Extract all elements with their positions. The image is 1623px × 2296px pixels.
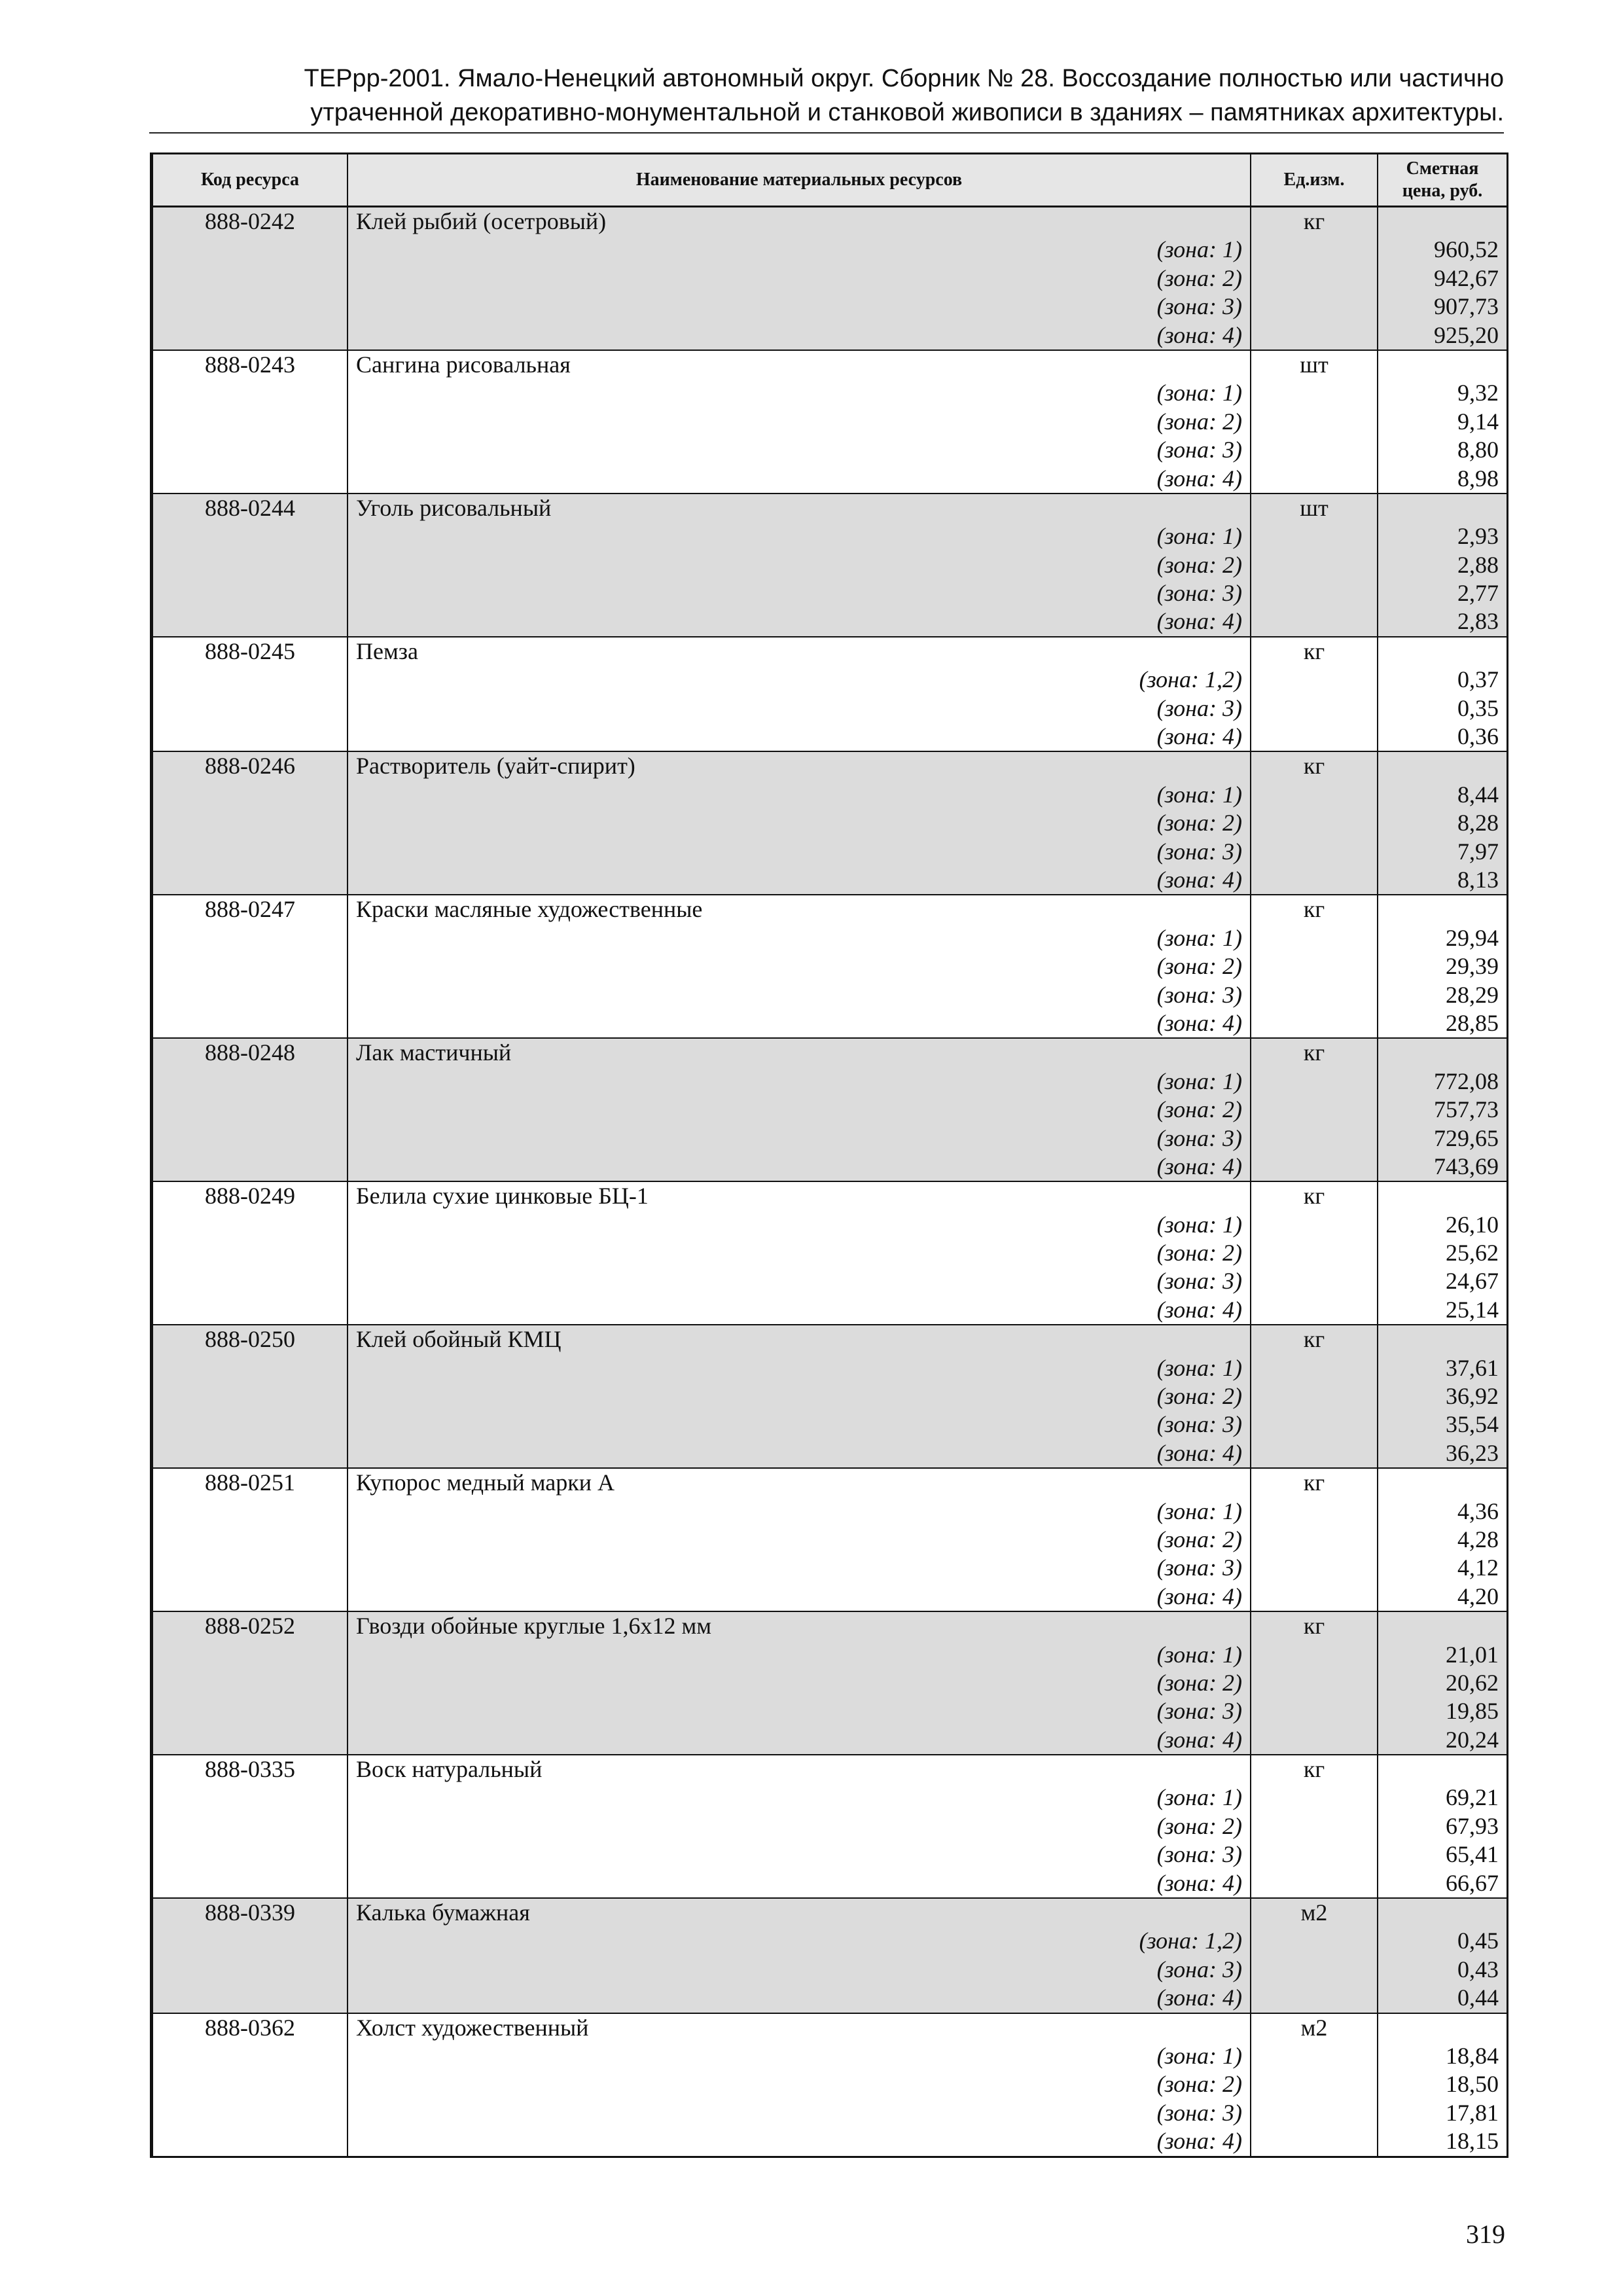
zone-price: 0,37: [1457, 666, 1499, 693]
zone-price: 0,43: [1457, 1956, 1499, 1982]
table-row: [152, 1181, 1507, 1325]
resource-code-cell: [152, 207, 348, 350]
table-row: [152, 207, 1507, 350]
resource-name-cell: [348, 1038, 1251, 1181]
zone-price: 36,23: [1446, 1439, 1499, 1466]
resource-name: Воск натуральный: [356, 1756, 543, 1783]
unit: кг: [1303, 1183, 1325, 1210]
zone-price: 960,52: [1434, 236, 1499, 263]
zone-price: 7,97: [1457, 838, 1499, 865]
zone-price: 0,36: [1457, 723, 1499, 750]
table-row: [152, 1755, 1507, 1898]
price-cell: [1378, 1611, 1507, 1755]
price-spacer: [1386, 1469, 1499, 1497]
table-row: [152, 1038, 1507, 1181]
zone-price: 24,67: [1446, 1268, 1499, 1295]
zone-label: (зона: 3): [1156, 1124, 1242, 1151]
unit: шт: [1300, 351, 1329, 378]
resource-code-cell: [152, 751, 348, 895]
zone-label: (зона: 1,2): [1139, 666, 1242, 693]
resource-code: 888-0243: [205, 351, 295, 378]
price-spacer: [1386, 637, 1499, 666]
resource-code-cell: [152, 895, 348, 1038]
zone-label: (зона: 2): [1156, 953, 1242, 980]
zone-label: (зона: 3): [1156, 1411, 1242, 1438]
resource-code-cell: [152, 1755, 348, 1898]
resource-name-cell: [348, 207, 1251, 350]
unit: кг: [1303, 896, 1325, 923]
zone-label: (зона: 3): [1156, 1841, 1242, 1868]
zone-label: (зона: 1): [1156, 781, 1242, 808]
resource-name-cell: [348, 1898, 1251, 2013]
resource-name: Краски масляные художественные: [356, 896, 703, 923]
unit-cell: [1251, 1898, 1378, 2013]
resource-name: Уголь рисовальный: [356, 494, 552, 521]
resource-code: 888-0242: [205, 208, 295, 234]
table-row: [152, 751, 1507, 895]
zone-label: (зона: 4): [1156, 2128, 1242, 2155]
price-cell: [1378, 1181, 1507, 1325]
price-spacer: [1386, 1325, 1499, 1354]
unit: м2: [1300, 1899, 1328, 1926]
zone-label: (зона: 4): [1156, 1009, 1242, 1036]
resource-name-cell: [348, 2013, 1251, 2156]
price-cell: [1378, 2013, 1507, 2156]
table-body: [152, 207, 1507, 2156]
zone-price: 2,83: [1457, 608, 1499, 635]
resource-name-cell: [348, 1755, 1251, 1898]
resource-code: 888-0248: [205, 1039, 295, 1066]
table-row: [152, 1468, 1507, 1611]
table-row: [152, 350, 1507, 493]
zone-price: 17,81: [1446, 2099, 1499, 2126]
zone-price: 29,94: [1446, 924, 1499, 951]
zone-label: (зона: 4): [1156, 1869, 1242, 1896]
zone-label: (зона: 1): [1156, 380, 1242, 406]
zone-price: 0,44: [1457, 1984, 1499, 2011]
unit-cell: [1251, 1038, 1378, 1181]
zone-label: (зона: 2): [1156, 408, 1242, 435]
column-header-code: Код ресурса: [152, 154, 348, 207]
resource-name-cell: [348, 1468, 1251, 1611]
unit-cell: [1251, 2013, 1378, 2156]
zone-price: 35,54: [1446, 1411, 1499, 1438]
resource-name-cell: [348, 1611, 1251, 1755]
zone-price: 8,28: [1457, 810, 1499, 836]
zone-price: 743,69: [1434, 1153, 1499, 1179]
zone-label: (зона: 4): [1156, 866, 1242, 893]
resource-name-cell: [348, 1181, 1251, 1325]
price-cell: [1378, 493, 1507, 637]
zone-price: 729,65: [1434, 1124, 1499, 1151]
price-cell: [1378, 1755, 1507, 1898]
zone-label: (зона: 3): [1156, 1268, 1242, 1295]
zone-label: (зона: 3): [1156, 2099, 1242, 2126]
resource-code-cell: [152, 493, 348, 637]
zone-label: (зона: 1): [1156, 1067, 1242, 1094]
zone-label: (зона: 1): [1156, 924, 1242, 951]
resource-code-cell: [152, 1611, 348, 1755]
price-spacer: [1386, 494, 1499, 522]
zone-price: 2,77: [1457, 580, 1499, 607]
zone-label: (зона: 4): [1156, 1296, 1242, 1323]
zone-price: 25,14: [1446, 1296, 1499, 1323]
zone-price: 2,88: [1457, 551, 1499, 578]
unit: кг: [1303, 753, 1325, 780]
zone-price: 26,10: [1446, 1211, 1499, 1238]
zone-label: (зона: 1): [1156, 236, 1242, 263]
price-cell: [1378, 350, 1507, 493]
unit: м2: [1300, 2014, 1328, 2041]
unit-cell: [1251, 207, 1378, 350]
resource-code-cell: [152, 1181, 348, 1325]
price-cell: [1378, 1468, 1507, 1611]
zone-price: 8,98: [1457, 465, 1499, 492]
zone-label: (зона: 1,2): [1139, 1928, 1242, 1954]
zone-label: (зона: 2): [1156, 264, 1242, 291]
price-spacer: [1386, 1612, 1499, 1640]
zone-price: 66,67: [1446, 1869, 1499, 1896]
unit-cell: [1251, 1468, 1378, 1611]
price-spacer: [1386, 351, 1499, 379]
zone-price: 2,93: [1457, 523, 1499, 550]
table-row: [152, 493, 1507, 637]
zone-price: 37,61: [1446, 1354, 1499, 1381]
resource-code: 888-0245: [205, 637, 295, 664]
unit: кг: [1303, 1326, 1325, 1353]
price-cell: [1378, 207, 1507, 350]
zone-label: (зона: 2): [1156, 1383, 1242, 1410]
zone-label: (зона: 3): [1156, 1698, 1242, 1725]
zone-price: 4,12: [1457, 1554, 1499, 1581]
zone-price: 4,20: [1457, 1583, 1499, 1609]
zone-price: 907,73: [1434, 293, 1499, 320]
zone-price: 942,67: [1434, 264, 1499, 291]
price-spacer: [1386, 1039, 1499, 1067]
unit-cell: [1251, 493, 1378, 637]
zone-price: 8,80: [1457, 437, 1499, 463]
page-header: [149, 62, 1504, 134]
unit-cell: [1251, 350, 1378, 493]
zone-price: 0,45: [1457, 1928, 1499, 1954]
resource-code-cell: [152, 637, 348, 752]
unit: кг: [1303, 1756, 1325, 1783]
zone-label: (зона: 4): [1156, 1583, 1242, 1609]
resource-code: 888-0244: [205, 494, 295, 521]
zone-label: (зона: 3): [1156, 838, 1242, 865]
table-row: [152, 2013, 1507, 2156]
resource-name: Клей обойный КМЦ: [356, 1326, 562, 1353]
zone-price: 36,92: [1446, 1383, 1499, 1410]
resources-table: [150, 152, 1508, 2158]
resource-name: Холст художественный: [356, 2014, 589, 2041]
unit-cell: [1251, 751, 1378, 895]
resource-name-cell: [348, 350, 1251, 493]
unit-cell: [1251, 1611, 1378, 1755]
zone-price: 18,84: [1446, 2043, 1499, 2069]
zone-price: 18,15: [1446, 2128, 1499, 2155]
unit-cell: [1251, 637, 1378, 752]
zone-price: 4,36: [1457, 1498, 1499, 1524]
unit: кг: [1303, 208, 1325, 234]
resource-name-cell: [348, 637, 1251, 752]
table-row: [152, 895, 1507, 1038]
zone-price: 9,14: [1457, 408, 1499, 435]
header-line-2: утраченной декоративно-монументальной и станковой живописи в зданиях – памятниках архитектуры.: [310, 99, 1504, 126]
zone-label: (зона: 2): [1156, 1526, 1242, 1552]
zone-price: 69,21: [1446, 1784, 1499, 1811]
resource-code-cell: [152, 1325, 348, 1468]
zone-price: 20,62: [1446, 1669, 1499, 1696]
table-header-row: [152, 154, 1507, 207]
zone-label: (зона: 4): [1156, 608, 1242, 635]
resource-code: 888-0251: [205, 1469, 295, 1496]
unit-cell: [1251, 895, 1378, 1038]
unit-cell: [1251, 1325, 1378, 1468]
header-line-1: ТЕРрр-2001. Ямало-Ненецкий автономный округ. Сборник № 28. Воссоздание полностью или частично: [304, 65, 1504, 92]
zone-label: (зона: 4): [1156, 1439, 1242, 1466]
table-row: [152, 1325, 1507, 1468]
column-header-name: Наименование материальных ресурсов: [348, 154, 1251, 207]
resource-name: Клей рыбий (осетровый): [356, 208, 607, 234]
zone-price: 4,28: [1457, 1526, 1499, 1552]
resource-name: Сангина рисовальная: [356, 351, 571, 378]
price-spacer: [1386, 895, 1499, 924]
unit-cell: [1251, 1755, 1378, 1898]
zone-price: 21,01: [1446, 1641, 1499, 1668]
zone-price: 18,50: [1446, 2071, 1499, 2098]
table-row: [152, 1611, 1507, 1755]
price-spacer: [1386, 2014, 1499, 2042]
price-cell: [1378, 1325, 1507, 1468]
zone-price: 8,44: [1457, 781, 1499, 808]
column-header-unit: Ед.изм.: [1251, 154, 1378, 207]
price-cell: [1378, 1898, 1507, 2013]
zone-label: (зона: 2): [1156, 1669, 1242, 1696]
zone-label: (зона: 4): [1156, 1726, 1242, 1753]
price-cell: [1378, 637, 1507, 752]
zone-label: (зона: 1): [1156, 1211, 1242, 1238]
price-spacer: [1386, 207, 1499, 236]
price-spacer: [1386, 1755, 1499, 1784]
resource-code: 888-0339: [205, 1899, 295, 1926]
zone-label: (зона: 3): [1156, 293, 1242, 320]
zone-label: (зона: 2): [1156, 1240, 1242, 1266]
price-spacer: [1386, 1899, 1499, 1927]
resource-code: 888-0252: [205, 1613, 295, 1640]
zone-price: 925,20: [1434, 321, 1499, 348]
resource-name-cell: [348, 1325, 1251, 1468]
resource-name: Пемза: [356, 637, 418, 664]
zone-label: (зона: 3): [1156, 694, 1242, 721]
zone-price: 25,62: [1446, 1240, 1499, 1266]
unit: кг: [1303, 637, 1325, 664]
resource-name-cell: [348, 493, 1251, 637]
resource-code-cell: [152, 350, 348, 493]
zone-price: 67,93: [1446, 1812, 1499, 1839]
zone-price: 8,13: [1457, 866, 1499, 893]
zone-label: (зона: 1): [1156, 1498, 1242, 1524]
zone-label: (зона: 2): [1156, 810, 1242, 836]
zone-label: (зона: 2): [1156, 551, 1242, 578]
zone-label: (зона: 4): [1156, 1153, 1242, 1179]
zone-price: 28,85: [1446, 1009, 1499, 1036]
zone-label: (зона: 4): [1156, 321, 1242, 348]
resource-code: 888-0250: [205, 1326, 295, 1353]
resource-name: Гвозди обойные круглые 1,6х12 мм: [356, 1613, 712, 1640]
resource-name: Купорос медный марки А: [356, 1469, 615, 1496]
resource-code-cell: [152, 2013, 348, 2156]
zone-label: (зона: 2): [1156, 1096, 1242, 1123]
zone-label: (зона: 1): [1156, 1641, 1242, 1668]
resource-code: 888-0247: [205, 896, 295, 923]
zone-label: (зона: 3): [1156, 981, 1242, 1008]
zone-label: (зона: 4): [1156, 1984, 1242, 2011]
zone-price: 19,85: [1446, 1698, 1499, 1725]
resource-name: Лак мастичный: [356, 1039, 512, 1066]
zone-label: (зона: 3): [1156, 580, 1242, 607]
unit: кг: [1303, 1613, 1325, 1640]
unit: шт: [1300, 494, 1329, 521]
resource-name: Растворитель (уайт-спирит): [356, 753, 635, 780]
zone-label: (зона: 3): [1156, 437, 1242, 463]
zone-label: (зона: 3): [1156, 1956, 1242, 1982]
resource-name: Белила сухие цинковые БЦ-1: [356, 1183, 649, 1210]
unit: кг: [1303, 1039, 1325, 1066]
zone-price: 772,08: [1434, 1067, 1499, 1094]
page-number: 319: [1466, 2219, 1505, 2249]
zone-label: (зона: 2): [1156, 2071, 1242, 2098]
zone-price: 28,29: [1446, 981, 1499, 1008]
resource-code: 888-0362: [205, 2014, 295, 2041]
price-spacer: [1386, 752, 1499, 780]
zone-price: 9,32: [1457, 380, 1499, 406]
resource-name: Калька бумажная: [356, 1899, 530, 1926]
unit: кг: [1303, 1469, 1325, 1496]
resource-code: 888-0335: [205, 1756, 295, 1783]
price-cell: [1378, 751, 1507, 895]
zone-label: (зона: 4): [1156, 723, 1242, 750]
resource-code: 888-0246: [205, 753, 295, 780]
zone-label: (зона: 1): [1156, 1784, 1242, 1811]
unit-cell: [1251, 1181, 1378, 1325]
zone-price: 0,35: [1457, 694, 1499, 721]
zone-label: (зона: 1): [1156, 2043, 1242, 2069]
resource-name-cell: [348, 751, 1251, 895]
zone-label: (зона: 1): [1156, 523, 1242, 550]
zone-label: (зона: 4): [1156, 465, 1242, 492]
table-row: [152, 637, 1507, 752]
resource-code-cell: [152, 1468, 348, 1611]
zone-label: (зона: 1): [1156, 1354, 1242, 1381]
price-cell: [1378, 895, 1507, 1038]
zone-label: (зона: 2): [1156, 1812, 1242, 1839]
price-spacer: [1386, 1182, 1499, 1210]
column-header-price: Сметная цена, руб.: [1378, 154, 1507, 207]
zone-price: 29,39: [1446, 953, 1499, 980]
zone-price: 20,24: [1446, 1726, 1499, 1753]
zone-price: 757,73: [1434, 1096, 1499, 1123]
zone-label: (зона: 3): [1156, 1554, 1242, 1581]
price-cell: [1378, 1038, 1507, 1181]
resource-name-cell: [348, 895, 1251, 1038]
zone-price: 65,41: [1446, 1841, 1499, 1868]
table-row: [152, 1898, 1507, 2013]
resource-code-cell: [152, 1038, 348, 1181]
resource-code: 888-0249: [205, 1183, 295, 1210]
resource-code-cell: [152, 1898, 348, 2013]
